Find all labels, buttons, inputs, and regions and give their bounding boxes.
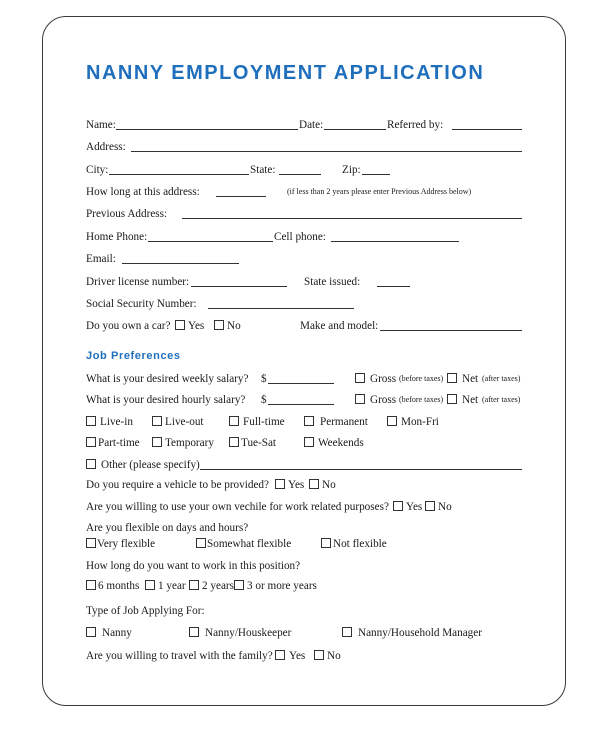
date-label: Date: — [299, 119, 324, 131]
job-type-question: Type of Job Applying For: — [86, 605, 205, 617]
row-job-type-question — [0, 601, 600, 621]
referred-by-label: Referred by: — [387, 119, 444, 131]
row-name — [0, 115, 600, 135]
hourly-gross-checkbox[interactable] — [355, 394, 365, 404]
row-hourly-salary — [0, 390, 600, 410]
row-travel — [0, 646, 600, 666]
other-label: Other (please specify) — [101, 459, 200, 471]
mon-fri-checkbox[interactable] — [387, 416, 397, 426]
one-year-label: 1 year — [158, 580, 186, 592]
email-label: Email: — [86, 253, 116, 265]
row-weekly-salary — [0, 369, 600, 389]
hourly-net-label: Net — [462, 394, 479, 406]
row-how-long — [0, 182, 600, 202]
travel-question: Are you willing to travel with the family? — [86, 650, 273, 662]
row-phones — [0, 227, 600, 247]
cell-phone-label: Cell phone: — [274, 231, 326, 243]
address-field[interactable] — [131, 151, 522, 152]
not-flexible-checkbox[interactable] — [321, 538, 331, 548]
live-in-label: Live-in — [100, 416, 133, 428]
state-issued-field[interactable] — [377, 286, 410, 287]
permanent-checkbox[interactable] — [304, 416, 314, 426]
temporary-checkbox[interactable] — [152, 437, 162, 447]
home-phone-label: Home Phone: — [86, 231, 148, 243]
row-previous-address — [0, 204, 600, 224]
row-duration-options — [0, 576, 600, 596]
row-address — [0, 137, 600, 157]
referred-by-field[interactable] — [452, 129, 522, 130]
travel-yes-checkbox[interactable] — [275, 650, 285, 660]
own-car-yes-label: Yes — [188, 320, 205, 332]
vehicle-provided-yes-checkbox[interactable] — [275, 479, 285, 489]
weekly-after-taxes-note: (after taxes) — [482, 374, 521, 383]
weekly-net-checkbox[interactable] — [447, 373, 457, 383]
row-flexible-options — [0, 534, 600, 554]
six-months-label: 6 months — [98, 580, 140, 592]
state-issued-label: State issued: — [304, 276, 361, 288]
own-car-no-label: No — [227, 320, 241, 332]
make-model-field[interactable] — [380, 330, 522, 331]
travel-no-checkbox[interactable] — [314, 650, 324, 660]
weekly-gross-checkbox[interactable] — [355, 373, 365, 383]
vehicle-provided-question: Do you require a vehicle to be provided? — [86, 479, 269, 491]
weekends-checkbox[interactable] — [304, 437, 314, 447]
previous-address-note: (if less than 2 years please enter Previous Address below) — [287, 187, 472, 196]
own-car-yes-checkbox[interactable] — [175, 320, 185, 330]
permanent-label: Permanent — [320, 416, 368, 428]
very-flexible-checkbox[interactable] — [86, 538, 96, 548]
part-time-label: Part-time — [98, 437, 140, 449]
city-field[interactable] — [109, 174, 249, 175]
hourly-gross-label: Gross — [370, 394, 397, 406]
two-years-checkbox[interactable] — [189, 580, 199, 590]
weekends-label: Weekends — [318, 437, 364, 449]
nanny-housekeeper-label: Nanny/Houskeeper — [205, 627, 292, 639]
email-field[interactable] — [122, 263, 239, 264]
mon-fri-label: Mon-Fri — [401, 416, 439, 428]
row-job-type-options — [0, 623, 600, 643]
ssn-label: Social Security Number: — [86, 298, 197, 310]
two-years-label: 2 years — [202, 580, 234, 592]
name-field[interactable] — [116, 129, 298, 130]
nanny-household-manager-label: Nanny/Household Manager — [358, 627, 482, 639]
row-license — [0, 272, 600, 292]
row-schedule-2 — [0, 433, 600, 453]
own-vehicle-question: Are you willing to use your own vechile for work related purposes? — [86, 501, 389, 513]
one-year-checkbox[interactable] — [145, 580, 155, 590]
weekly-salary-field[interactable] — [268, 383, 334, 384]
somewhat-flexible-checkbox[interactable] — [196, 538, 206, 548]
previous-address-field[interactable] — [182, 218, 522, 219]
hourly-salary-field[interactable] — [268, 404, 334, 405]
three-plus-years-checkbox[interactable] — [234, 580, 244, 590]
row-other — [0, 455, 600, 475]
zip-field[interactable] — [362, 174, 390, 175]
row-ssn — [0, 294, 600, 314]
own-vehicle-no-checkbox[interactable] — [425, 501, 435, 511]
how-long-field[interactable] — [216, 196, 266, 197]
address-label: Address: — [86, 141, 126, 153]
row-email — [0, 249, 600, 269]
job-preferences-heading: Job Preferences — [86, 350, 181, 362]
vehicle-provided-yes-label: Yes — [288, 479, 305, 491]
very-flexible-label: Very flexible — [97, 538, 156, 550]
nanny-checkbox[interactable] — [86, 627, 96, 637]
tue-sat-checkbox[interactable] — [229, 437, 239, 447]
own-vehicle-no-label: No — [438, 501, 452, 513]
name-label: Name: — [86, 119, 116, 131]
state-label: State: — [250, 164, 276, 176]
tue-sat-label: Tue-Sat — [241, 437, 277, 449]
driver-license-label: Driver license number: — [86, 276, 190, 288]
live-out-label: Live-out — [165, 416, 204, 428]
live-in-checkbox[interactable] — [86, 416, 96, 426]
nanny-label: Nanny — [102, 627, 132, 639]
nanny-household-manager-checkbox[interactable] — [342, 627, 352, 637]
hourly-before-taxes-note: (before taxes) — [399, 395, 444, 404]
vehicle-provided-no-checkbox[interactable] — [309, 479, 319, 489]
city-label: City: — [86, 164, 109, 176]
how-long-label: How long at this address: — [86, 186, 200, 198]
part-time-checkbox[interactable] — [86, 437, 96, 447]
own-car-label: Do you own a car? — [86, 320, 171, 332]
live-out-checkbox[interactable] — [152, 416, 162, 426]
zip-label: Zip: — [342, 164, 361, 176]
row-duration-question — [0, 556, 600, 576]
own-vehicle-yes-checkbox[interactable] — [393, 501, 403, 511]
make-model-label: Make and model: — [300, 320, 379, 332]
hourly-net-checkbox[interactable] — [447, 394, 457, 404]
nanny-housekeeper-checkbox[interactable] — [189, 627, 199, 637]
row-vehicle-provided — [0, 475, 600, 495]
weekly-before-taxes-note: (before taxes) — [399, 374, 444, 383]
row-city — [0, 160, 600, 180]
state-field[interactable] — [279, 174, 321, 175]
home-phone-field[interactable] — [148, 241, 273, 242]
vehicle-provided-no-label: No — [322, 479, 336, 491]
flexible-question: Are you flexible on days and hours? — [86, 522, 249, 534]
driver-license-field[interactable] — [191, 286, 287, 287]
full-time-label: Full-time — [243, 416, 285, 428]
own-vehicle-yes-label: Yes — [406, 501, 423, 513]
own-car-no-checkbox[interactable] — [214, 320, 224, 330]
previous-address-label: Previous Address: — [86, 208, 168, 220]
cell-phone-field[interactable] — [331, 241, 459, 242]
duration-question: How long do you want to work in this position? — [86, 560, 301, 572]
somewhat-flexible-label: Somewhat flexible — [207, 538, 292, 550]
weekly-net-label: Net — [462, 373, 479, 385]
other-field[interactable] — [200, 469, 522, 470]
travel-no-label: No — [327, 650, 341, 662]
weekly-dollar-sign: $ — [261, 373, 267, 385]
travel-yes-label: Yes — [289, 650, 306, 662]
six-months-checkbox[interactable] — [86, 580, 96, 590]
temporary-label: Temporary — [165, 437, 214, 449]
not-flexible-label: Not flexible — [333, 538, 387, 550]
hourly-after-taxes-note: (after taxes) — [482, 395, 521, 404]
weekly-gross-label: Gross — [370, 373, 397, 385]
row-own-vehicle — [0, 497, 600, 517]
row-schedule-1 — [0, 412, 600, 432]
hourly-salary-label: What is your desired hourly salary? — [86, 394, 246, 406]
date-field[interactable] — [324, 129, 386, 130]
page-title: NANNY EMPLOYMENT APPLICATION — [86, 62, 485, 84]
ssn-field[interactable] — [208, 308, 354, 309]
full-time-checkbox[interactable] — [229, 416, 239, 426]
other-checkbox[interactable] — [86, 459, 96, 469]
row-own-car — [0, 316, 600, 336]
hourly-dollar-sign: $ — [261, 394, 267, 406]
weekly-salary-label: What is your desired weekly salary? — [86, 373, 249, 385]
three-plus-years-label: 3 or more years — [247, 580, 317, 592]
